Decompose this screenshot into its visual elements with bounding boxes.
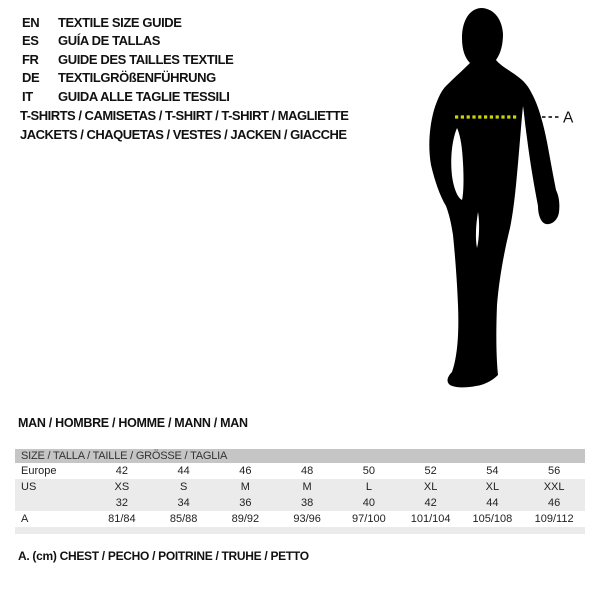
footnote-chest: A. (cm) CHEST / PECHO / POITRINE / TRUHE / PETTO [18, 549, 309, 563]
table-cell: 97/100 [352, 513, 386, 525]
table-cell: 46 [239, 465, 252, 477]
category-line-tshirts: T-SHIRTS / CAMISETAS / T-SHIRT / T-SHIRT / MAGLIETTE [20, 108, 349, 123]
table-cell: 44 [486, 497, 499, 509]
language-title: GUIDA ALLE TAGLIE TESSILI [58, 88, 230, 104]
category-lines [20, 107, 348, 144]
table-cell: L [365, 481, 372, 493]
table-cell: 46 [548, 497, 561, 509]
section-title-man: MAN / HOMBRE / HOMME / MANN / MAN [18, 416, 248, 430]
table-cell: 89/92 [231, 513, 260, 525]
table-cell: 48 [301, 465, 314, 477]
figure-a-label: A [563, 109, 574, 127]
table-cell: 32 [115, 497, 128, 509]
table-cell: 54 [486, 465, 499, 477]
table-cell: 109/112 [534, 513, 574, 525]
table-cell: 36 [239, 497, 252, 509]
table-cell: 52 [424, 465, 437, 477]
table-cell: 38 [301, 497, 314, 509]
language-code: IT [22, 88, 33, 104]
language-title: GUIDE DES TAILLES TEXTILE [58, 51, 234, 67]
table-cell: 101/104 [410, 513, 451, 525]
table-row [15, 479, 585, 495]
language-row [22, 13, 233, 32]
table-row-label: Europe [21, 465, 57, 477]
table-cell: 105/108 [472, 513, 513, 525]
table-cell: XL [423, 481, 438, 493]
table-cell: XL [485, 481, 500, 493]
table-row-label: A [21, 513, 29, 525]
table-cell: 93/96 [293, 513, 321, 525]
category-line-jackets: JACKETS / CHAQUETAS / VESTES / JACKEN / GIACCHE [20, 126, 347, 142]
size-table-body [15, 463, 585, 527]
figure-container [400, 0, 600, 400]
table-cell: 42 [424, 497, 437, 509]
language-title: TEXTILGRÖßENFÜHRUNG [58, 70, 216, 86]
table-cell: XS [114, 481, 130, 493]
language-row [22, 87, 233, 106]
language-code: EN [22, 14, 40, 30]
size-table-header: SIZE / TALLA / TAILLE / GRÖSSE / TAGLIA [15, 449, 585, 463]
table-footer-strip [15, 527, 585, 534]
table-cell: 56 [548, 465, 561, 477]
table-cell: M [240, 481, 250, 493]
table-cell: 81/84 [108, 513, 136, 525]
language-list [22, 13, 233, 106]
table-row-label [15, 495, 91, 511]
size-table [15, 449, 585, 534]
table-cell: S [179, 481, 188, 493]
language-title: GUÍA DE TALLAS [58, 33, 161, 49]
language-row [22, 69, 233, 88]
table-cell: 42 [115, 465, 128, 477]
language-row [22, 50, 233, 69]
table-cell: 44 [177, 465, 190, 477]
table-cell: M [302, 481, 312, 493]
language-code: ES [22, 33, 39, 49]
table-row [15, 495, 585, 511]
table-cell: 50 [362, 465, 375, 477]
language-code: DE [22, 70, 40, 86]
table-cell: 40 [362, 497, 375, 509]
table-cell: XXL [543, 481, 565, 493]
man-silhouette [429, 8, 559, 387]
language-title: TEXTILE SIZE GUIDE [58, 14, 182, 30]
table-row [15, 463, 585, 479]
table-row-label: US [21, 481, 37, 493]
table-cell: 34 [177, 497, 190, 509]
man-silhouette-svg [400, 0, 600, 400]
table-cell: 85/88 [169, 513, 198, 525]
language-code: FR [22, 51, 39, 67]
language-row [22, 32, 233, 51]
table-row [15, 511, 585, 527]
